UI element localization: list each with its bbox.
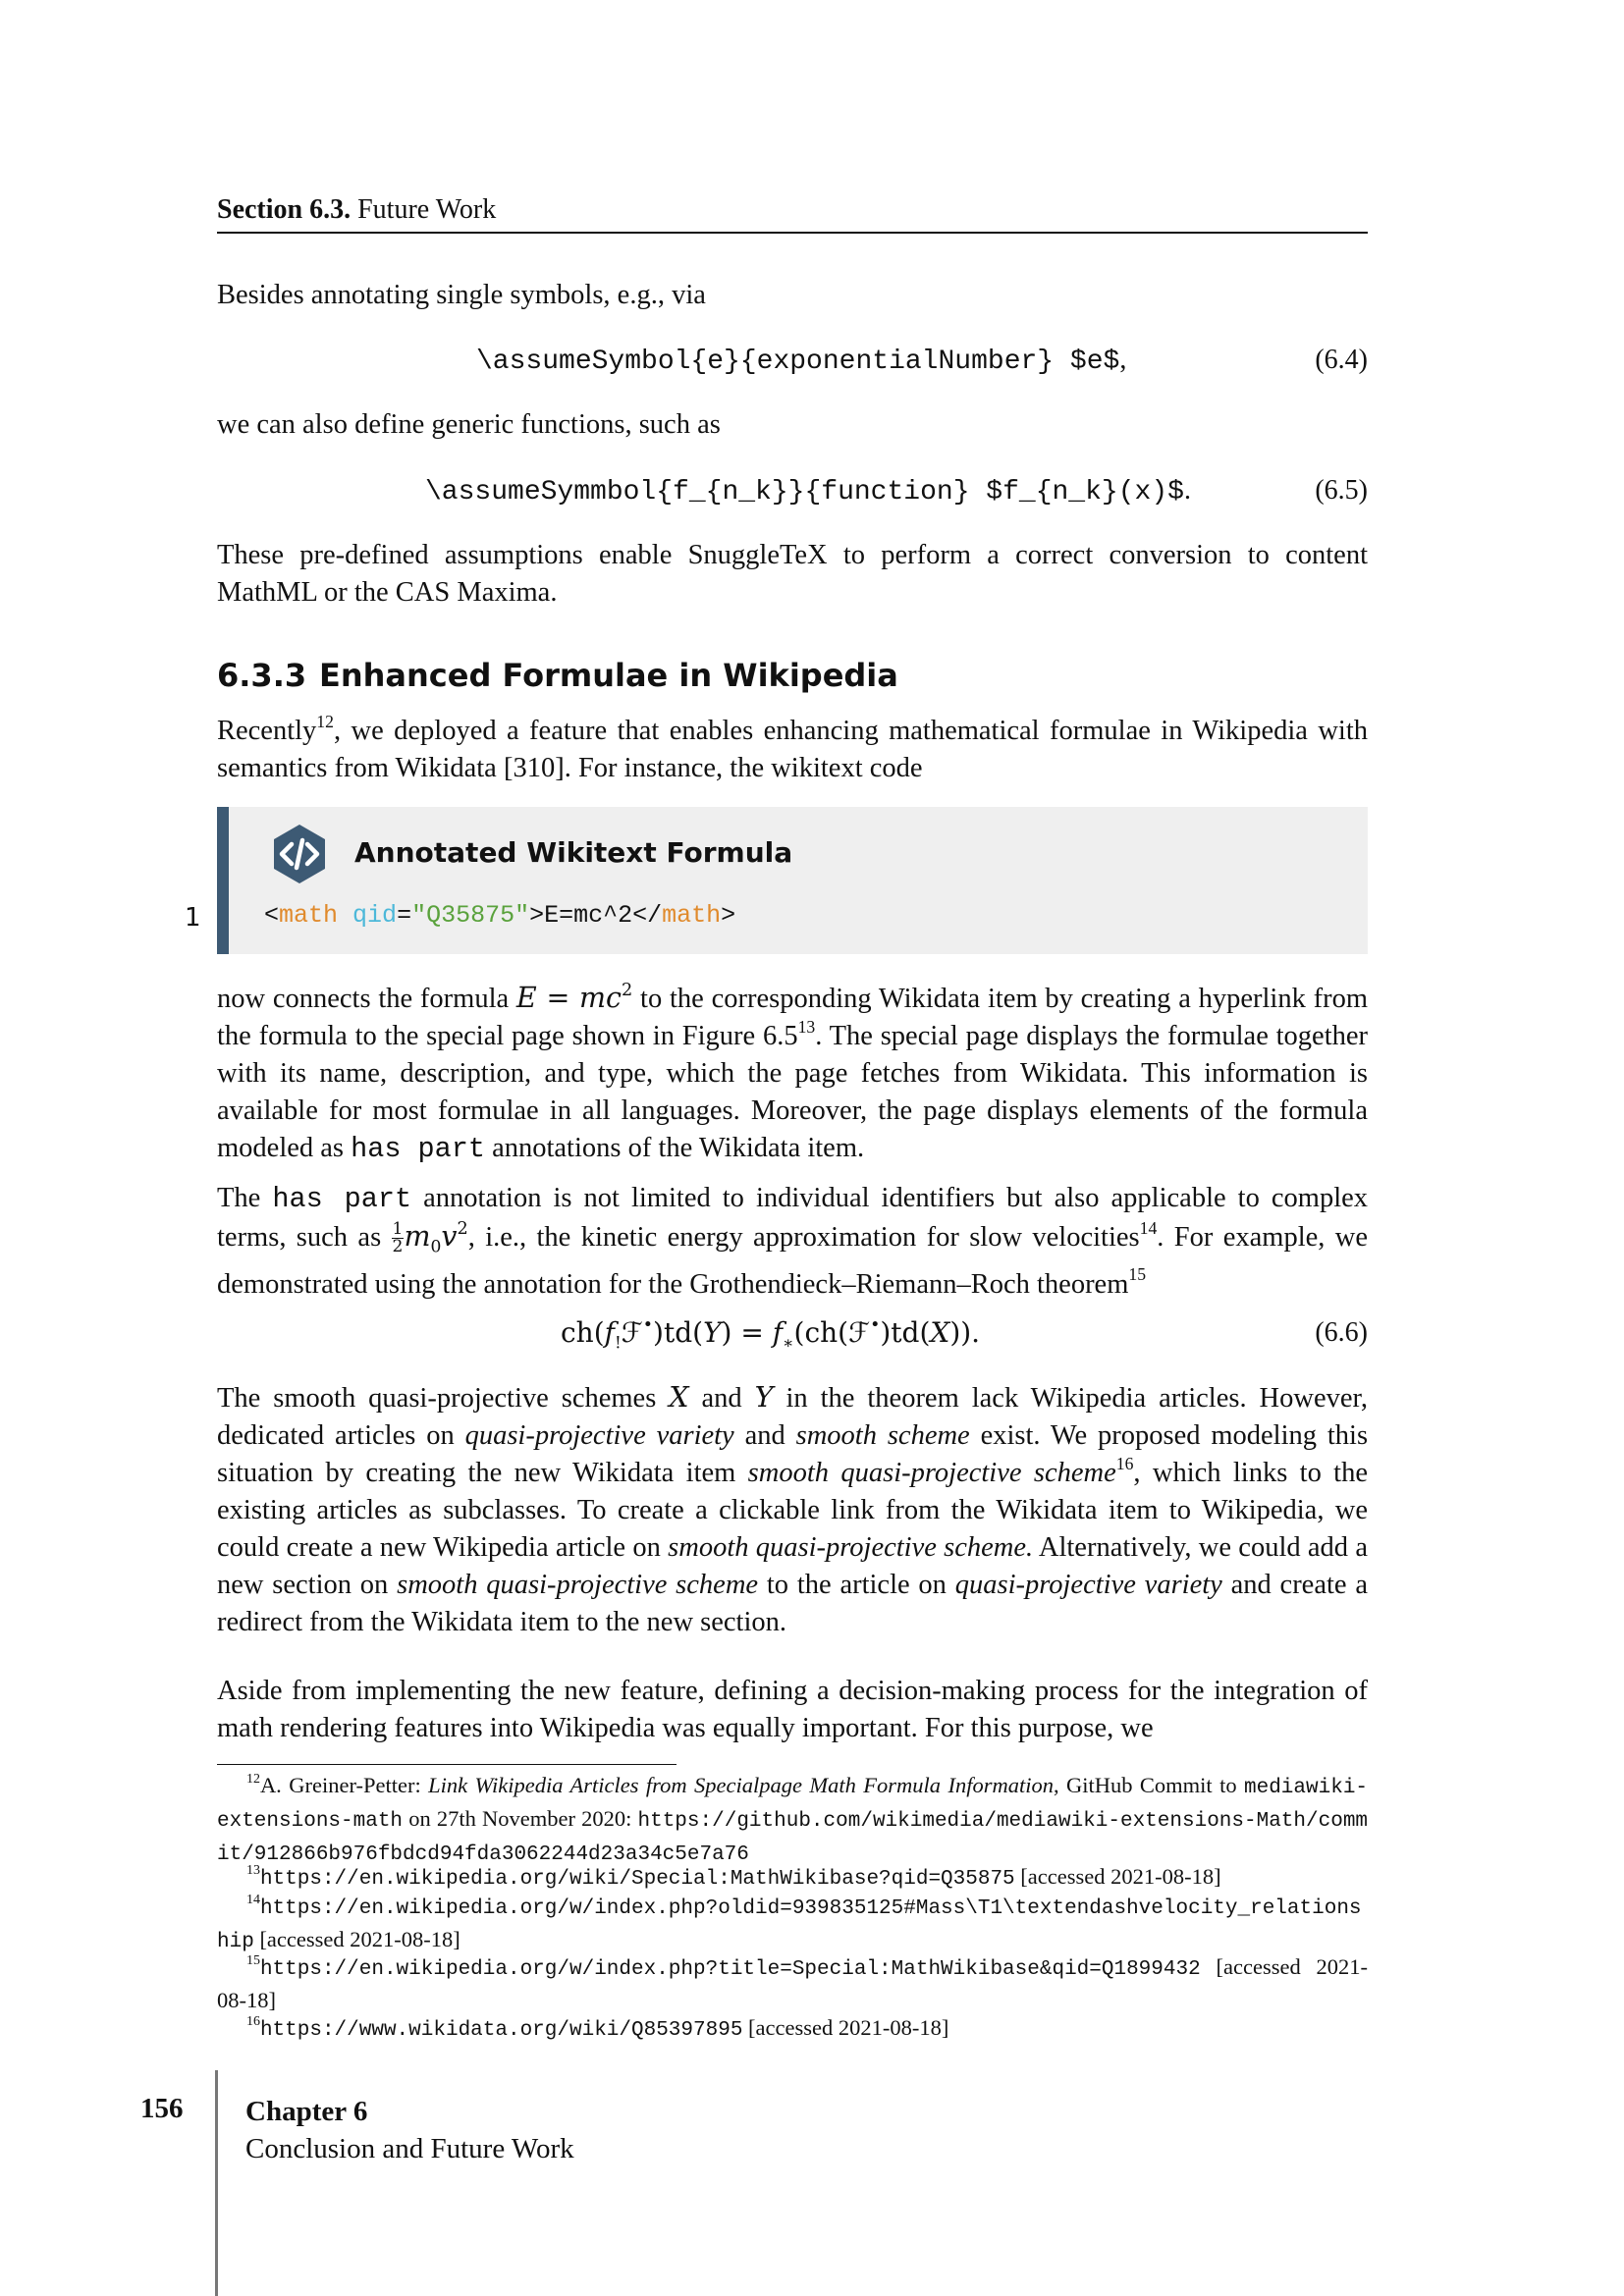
code-content: >E=mc^2</ xyxy=(529,901,663,930)
paragraph-generic: we can also define generic functions, such as xyxy=(217,409,721,440)
footnote-13-link[interactable]: https://en.wikipedia.org/wiki/Special:MathWikibase?qid=Q35875 xyxy=(259,1868,1015,1891)
haspart-text-c: , i.e., the kinetic energy approximation for slow velocities xyxy=(467,1222,1140,1253)
smooth-italic-3: smooth quasi-projective scheme xyxy=(747,1458,1116,1488)
code-value: "Q35875" xyxy=(411,901,530,930)
haspart-code: has part xyxy=(272,1183,412,1215)
footnote-16-number: 16 xyxy=(246,2014,260,2030)
smooth-text-e: exist. We proposed modeling this situation by creating the new Wikidata item xyxy=(217,1420,1369,1488)
subsection-title: Enhanced Formulae in Wikipedia xyxy=(319,657,898,694)
footnote-12-text-b: on 27th November 2020: xyxy=(408,1806,632,1831)
paragraph-smooth-schemes xyxy=(217,1379,1368,1641)
haspart-text-b: annotation is not limited to individual identifiers but also applicable to complex terms, such as xyxy=(217,1183,1369,1253)
footnote-ref-16[interactable]: 16 xyxy=(1115,1453,1134,1473)
footnote-16-note: [accessed 2021-08-18] xyxy=(748,2015,949,2040)
connects-text-a: now connects the formula xyxy=(217,984,510,1014)
footnote-14-link[interactable]: https://en.wikipedia.org/w/index.php?oldid=939835125#Mass\T1\textendashvelocity_relationship xyxy=(217,1897,1362,1953)
footnote-15-note: [accessed 2021-08-18] xyxy=(217,1954,1369,2012)
footnote-16 xyxy=(217,2012,1368,2046)
footnote-rule xyxy=(217,1764,677,1765)
connects-text-b: to the corresponding Wikidata item by creating a hyperlink from the formula to the special page shown in Figure 6.5 xyxy=(217,984,1369,1051)
footnote-16-link[interactable]: https://www.wikidata.org/wiki/Q85397895 xyxy=(259,2019,743,2042)
smooth-text-g: Alternatively, we could add a new section on xyxy=(217,1532,1368,1600)
equation-6-6-number: (6.6) xyxy=(1315,1317,1368,1348)
footnote-13-number: 13 xyxy=(246,1863,260,1879)
code-line xyxy=(264,901,735,930)
haspart-text-d: . For example, we demonstrated using the annotation for the Grothendieck–Riemann–Roch theorem xyxy=(217,1222,1368,1300)
smooth-text-h: to the article on xyxy=(766,1570,947,1600)
section-label: Section 6.3. xyxy=(217,194,352,225)
code-listing-title: Annotated Wikitext Formula xyxy=(354,836,793,869)
footnote-14 xyxy=(217,1891,1368,1957)
paragraph-intro: Besides annotating single symbols, e.g., via xyxy=(217,280,706,310)
page-number: 156 xyxy=(140,2093,184,2124)
paragraph-aside: Aside from implementing the new feature, defining a decision-making process for the integration of math rendering features into Wikipedia was equally important. For this purpose, we xyxy=(217,1676,1368,1743)
smooth-italic-1: quasi-projective variety xyxy=(464,1420,734,1451)
code-lt: < xyxy=(264,901,280,930)
formula-kinetic-energy: $\frac{1}{2}$ $m_0v^2$ xyxy=(392,1218,468,1257)
chapter-footer xyxy=(245,2093,574,2167)
code-tag-close: math xyxy=(662,901,722,930)
paragraph-connects xyxy=(217,980,1368,1168)
smooth-italic-4: smooth quasi-projective scheme. xyxy=(668,1532,1034,1563)
smooth-text-k: and create a redirect from the Wikidata item to the new section. xyxy=(217,1570,1368,1637)
smooth-italic-5: smooth quasi-projective scheme xyxy=(397,1570,759,1600)
equation-6-5-punct: . xyxy=(1183,475,1191,506)
chapter-label: Chapter 6 xyxy=(245,2096,368,2127)
subsection-heading xyxy=(217,654,898,697)
footnote-ref-15[interactable]: 15 xyxy=(1128,1264,1147,1285)
paragraph-recently xyxy=(217,713,1368,787)
formula-emc2: $E = mc^2$ xyxy=(515,980,633,1014)
connects-code-has-part: has part xyxy=(351,1133,485,1165)
haspart-text-a: The xyxy=(217,1183,261,1213)
smooth-text-a: The smooth quasi-projective schemes xyxy=(217,1383,657,1414)
section-title: Future Work xyxy=(357,194,497,225)
footnote-15-number: 15 xyxy=(246,1953,260,1969)
smooth-text-b: and xyxy=(701,1383,742,1414)
code-attr: qid xyxy=(352,901,398,930)
paragraph-snuggletex: These pre-defined assumptions enable SnuggleTeX to perform a correct conversion to content MathML or the CAS Maxima. xyxy=(217,540,1368,608)
recently-word: Recently xyxy=(217,716,317,746)
footnote-14-number: 14 xyxy=(246,1893,260,1908)
code-line-number: 1 xyxy=(185,903,201,933)
equation-6-4-code: \assumeSymbol{e}{exponentialNumber} $e$ xyxy=(476,347,1120,377)
code-tag-open: math xyxy=(279,901,339,930)
smooth-text-d: and xyxy=(744,1420,785,1451)
smooth-italic-2: smooth scheme xyxy=(795,1420,970,1451)
recently-text: , we deployed a feature that enables enhancing mathematical formulae in Wikipedia with semantics from Wikidata [310]. For instance, the wikitext code xyxy=(217,716,1368,783)
equation-6-4-punct: , xyxy=(1119,345,1127,375)
equation-6-5-number: (6.5) xyxy=(1315,475,1368,506)
footnote-ref-12[interactable]: 12 xyxy=(316,711,334,731)
footnote-13 xyxy=(217,1861,1368,1895)
footnote-12-text-a: , GitHub Commit to xyxy=(1053,1773,1237,1797)
footnote-12-title: Link Wikipedia Articles from Specialpage Math Formula Information xyxy=(428,1773,1054,1797)
footnote-12 xyxy=(217,1770,1368,1870)
footnote-15 xyxy=(217,1951,1368,2015)
smooth-text-f: , which links to the existing articles as subclasses. To create a clickable link from the Wikidata item to Wikipedia, we could create a new Wikipedia article on xyxy=(217,1458,1368,1563)
smooth-text-c: in the theorem lack Wikipedia articles. However, dedicated articles on xyxy=(217,1383,1368,1451)
footnote-15-link[interactable]: https://en.wikipedia.org/w/index.php?title=Special:MathWikibase&qid=Q1899432 xyxy=(259,1958,1201,1981)
code-listing-box xyxy=(217,807,1368,954)
connects-text-d: annotations of the Wikidata item. xyxy=(492,1133,865,1163)
footnote-12-link[interactable]: https://github.com/wikimedia/mediawiki-extensions-Math/commit/912866b976fbdcd94fda3062244d23a34c5e7a76 xyxy=(217,1810,1369,1866)
equation-6-6-formula: $ch(f_!ℱ^•)td(Y)$ = $f_∗(ch(ℱ^•)td(X))$. xyxy=(561,1314,981,1353)
subsection-number: 6.3.3 xyxy=(217,657,307,694)
code-icon xyxy=(268,823,331,885)
footnote-12-number: 12 xyxy=(246,1772,260,1788)
symbol-x: X xyxy=(669,1381,689,1414)
footnote-12-author: A. Greiner-Petter: xyxy=(259,1773,421,1797)
chapter-title: Conclusion and Future Work xyxy=(245,2133,574,2164)
smooth-italic-6: quasi-projective variety xyxy=(954,1570,1222,1600)
code-eq: = xyxy=(397,901,412,930)
paragraph-has-part xyxy=(217,1180,1368,1304)
equation-6-5-code: \assumeSymmbol{f_{n_k}}{function} $f_{n_k}(x)$ xyxy=(425,477,1184,507)
footnote-14-note: [accessed 2021-08-18] xyxy=(259,1927,460,1951)
footnote-ref-14[interactable]: 14 xyxy=(1139,1217,1158,1238)
code-gt: > xyxy=(721,901,736,930)
footnote-13-note: [accessed 2021-08-18] xyxy=(1020,1864,1221,1889)
symbol-y: Y xyxy=(754,1381,774,1414)
footer-rule xyxy=(215,2070,218,2296)
running-header xyxy=(217,192,1368,234)
footnote-ref-13[interactable]: 13 xyxy=(797,1016,816,1037)
equation-6-4-number: (6.4) xyxy=(1315,345,1368,375)
footnote-12-repo: mediawiki-extensions-math xyxy=(217,1777,1369,1833)
connects-text-c: . The special page displays the formulae together with its name, description, and type, which the page fetches from Wikidata. This information is available for most formulae in all languages. Moreover, the page displays elements of the formula modeled as xyxy=(217,1021,1368,1163)
